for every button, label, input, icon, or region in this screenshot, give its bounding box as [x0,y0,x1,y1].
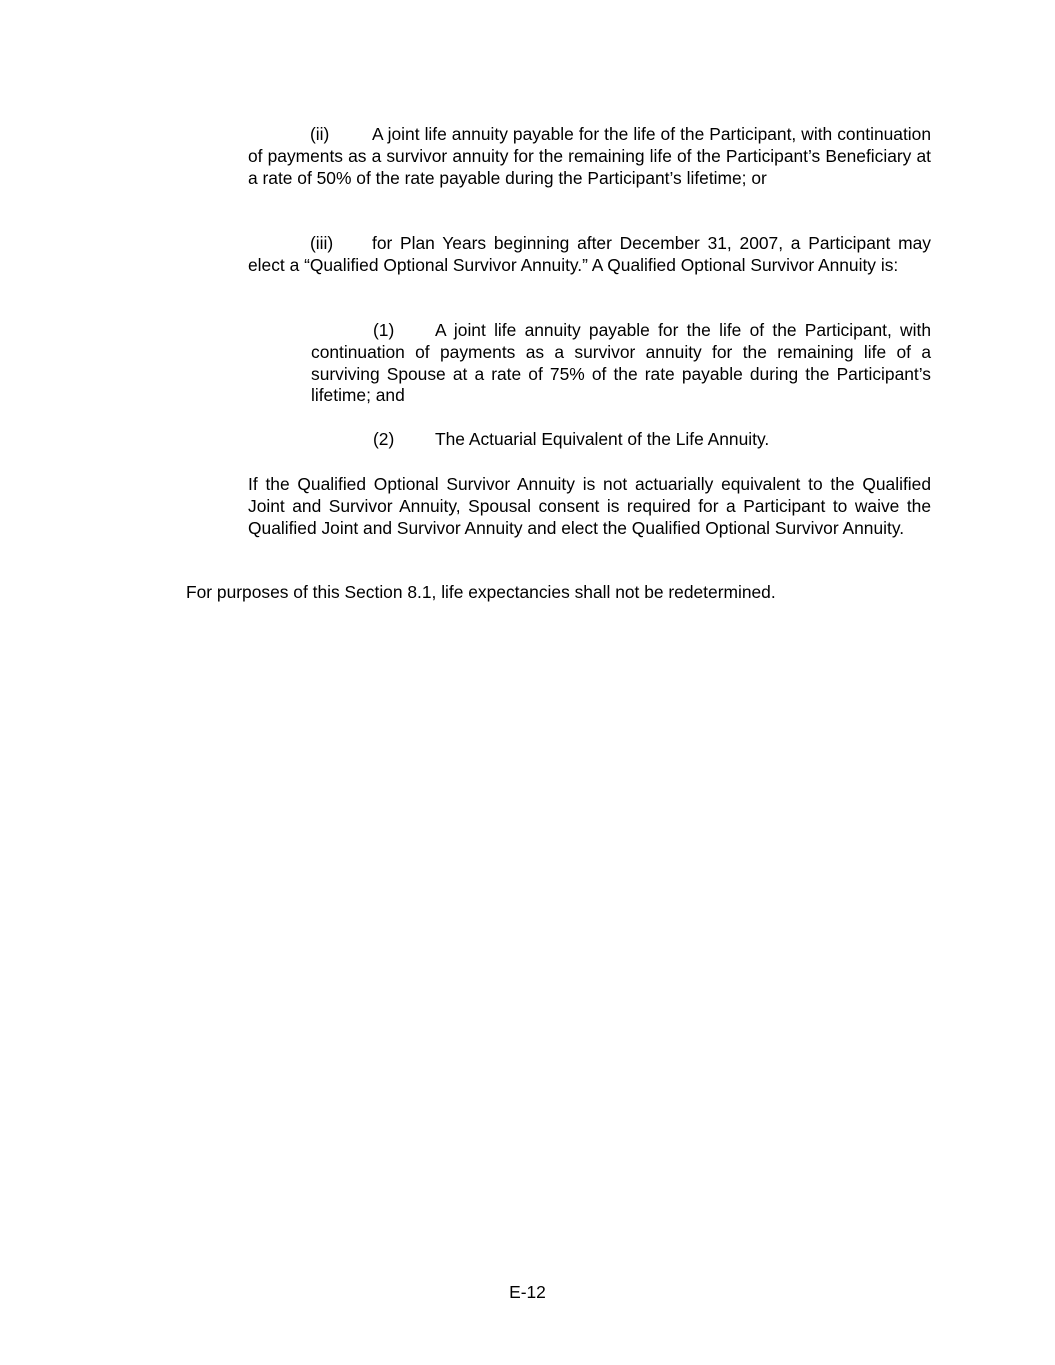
paragraph-ii [248,124,931,189]
spousal-consent-paragraph: If the Qualified Optional Survivor Annuity is not actuarially equivalent to the Qualified Joint and Survivor Annuity, Spousal consent is required for a Participant to waive the Qualified Joint and Survivor Annuity and elect the Qualified Optional Survivor Annuity. [248,474,931,538]
subparagraph-2-text: The Actuarial Equivalent of the Life Annuity. [435,429,770,449]
page-number: E-12 [509,1282,546,1302]
life-expectancy-paragraph: For purposes of this Section 8.1, life expectancies shall not be redetermined. [186,582,776,602]
subparagraph-1-text: A joint life annuity payable for the life of the Participant, with continuation of payments as a survivor annuity for the remaining life of a surviving Spouse at a rate of 75% of the rate payable during the Participant’s lifetime; and [311,320,931,406]
subparagraph-2-label: (2) [373,429,395,449]
subparagraph-1-label: (1) [373,320,395,340]
subparagraph-2 [311,429,931,451]
paragraph-iii-text: for Plan Years beginning after December 31, 2007, a Participant may elect a “Qualified Optional Survivor Annuity.” A Qualified Optional Survivor Annuity is: [248,233,931,275]
subparagraph-1 [311,320,931,407]
paragraph-iii-label: (iii) [310,233,334,253]
paragraph-ii-text: A joint life annuity payable for the life of the Participant, with continuation of payments as a survivor annuity for the remaining life of the Participant’s Beneficiary at a rate of 50% of the rate payable during the Participant’s lifetime; or [248,124,931,188]
paragraph-iii [248,233,931,277]
paragraph-ii-label: (ii) [310,124,330,144]
